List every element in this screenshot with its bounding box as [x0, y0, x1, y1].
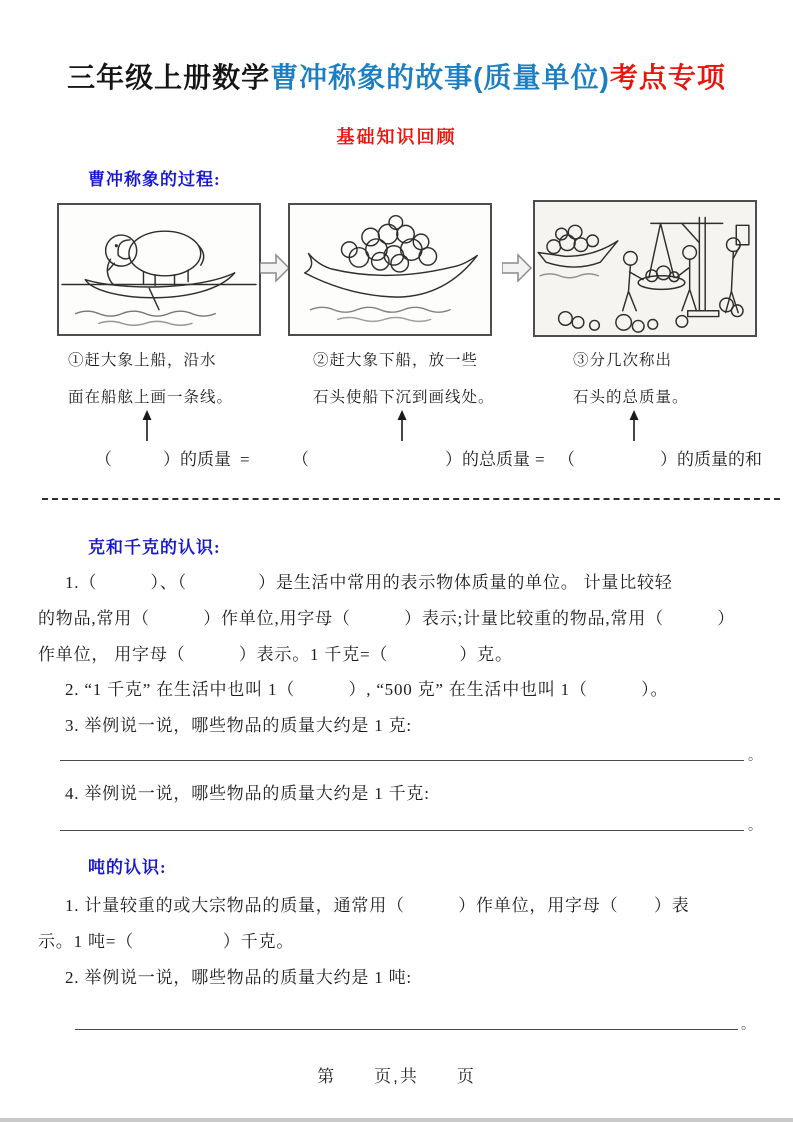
answer-blank-period: 。: [741, 1018, 755, 1033]
ton-question1-line1: 1. 计量较重的或大宗物品的质量，通常用（ ）作单位，用字母（ ）表: [65, 896, 690, 915]
equation-equals-sign: =: [240, 450, 250, 469]
step3-caption-line1: ③分几次称出: [573, 352, 673, 369]
step3-caption-line2: 石头的总质量。: [573, 389, 689, 406]
up-arrow-icon: [396, 410, 408, 442]
answer-blank-line: [60, 810, 744, 831]
page-title: [0, 58, 793, 98]
page-footer: 第 页,共 页: [317, 1067, 476, 1086]
title-segment-blue: 曹冲称象的故事(质量单位): [270, 62, 610, 93]
dashed-divider: [42, 498, 780, 500]
answer-blank-period: 。: [748, 819, 762, 834]
gram-question1-line3: 作单位， 用字母（ ）表示。1 千克=（ ）克。: [38, 645, 513, 664]
ton-question2: 2. 举例说一说，哪些物品的质量大约是 1 吨:: [65, 968, 412, 987]
gram-question4: 4. 举例说一说，哪些物品的质量大约是 1 千克:: [65, 784, 430, 803]
section-heading-ton: 吨的认识:: [88, 858, 167, 877]
page-bottom-edge: [0, 1118, 793, 1122]
step2-caption-line2: 石头使船下沉到画线处。: [313, 389, 495, 406]
step-caption: [313, 342, 495, 416]
title-segment-red: 考点专项: [609, 62, 726, 93]
step-caption: [68, 342, 233, 416]
section-heading-process: 曹冲称象的过程:: [88, 170, 221, 189]
gram-question2: 2. “1 千克” 在生活中也叫 1（ ）, “500 克” 在生活中也叫 1（ ）。: [65, 680, 669, 699]
elephant-on-boat-illustration: [57, 203, 261, 336]
equation-part-mass: （ ）的质量: [95, 450, 231, 469]
up-arrow-icon: [141, 410, 153, 442]
weighing-stones-illustration: [533, 200, 757, 337]
step2-caption-line1: ②赶大象下船，放一些: [313, 352, 479, 369]
answer-blank-period: 。: [748, 749, 762, 764]
right-flow-arrow-icon: [260, 251, 290, 285]
answer-blank-line: [60, 740, 744, 761]
step1-caption-line1: ①赶大象上船，沿水: [68, 352, 217, 369]
equation-part-mass-sum: （ ）的质量的和: [558, 450, 762, 469]
section-heading-gram-kilogram: 克和千克的认识:: [88, 538, 221, 557]
step-caption: [573, 342, 689, 416]
answer-blank-line: [75, 1009, 738, 1030]
step1-caption-line2: 面在船舷上画一条线。: [68, 389, 234, 406]
title-segment-black: 三年级上册数学: [67, 62, 271, 93]
gram-question1-line2: 的物品,常用（ ）作单位,用字母（ ）表示;计量比较重的物品,常用（ ）: [38, 609, 736, 628]
up-arrow-icon: [628, 410, 640, 442]
ton-question1-line2: 示。1 吨=（ ）千克。: [38, 932, 295, 951]
equation-part-total-mass: （ ）的总质量: [292, 450, 530, 469]
gram-question3: 3. 举例说一说，哪些物品的质量大约是 1 克:: [65, 716, 412, 735]
gram-question1-line1: 1.（ ）、（ ）是生活中常用的表示物体质量的单位。 计量比较轻: [65, 573, 673, 592]
equation-equals-sign: =: [535, 450, 545, 469]
boat-loaded-with-stones-illustration: [288, 203, 492, 336]
page-subtitle: 基础知识回顾: [336, 127, 457, 147]
right-flow-arrow-icon: [502, 251, 532, 285]
